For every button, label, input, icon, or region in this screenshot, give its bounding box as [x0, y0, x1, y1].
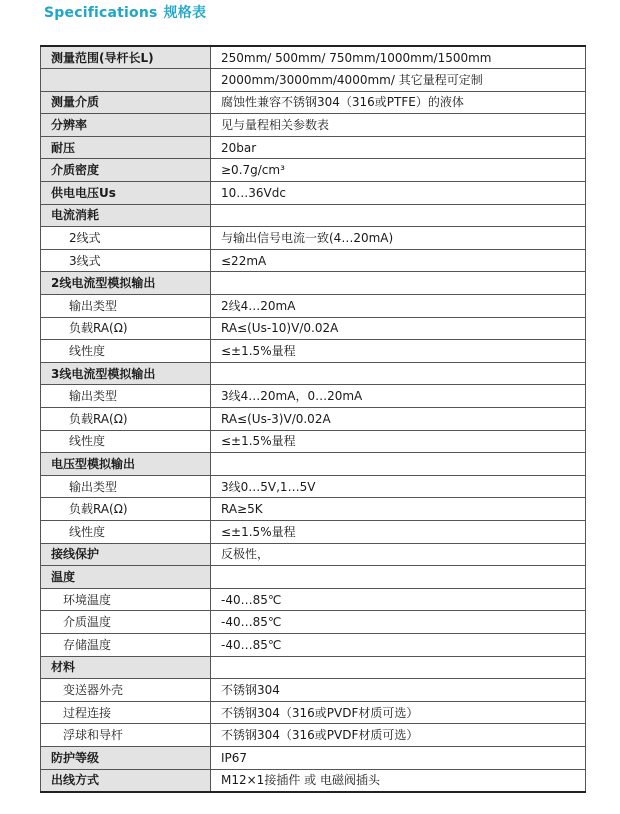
- spec-value: 不锈钢304（316或PVDF材质可选）: [211, 724, 586, 747]
- spec-row: [41, 724, 586, 747]
- spec-row: [41, 46, 586, 69]
- spec-value: 不锈钢304: [211, 679, 586, 702]
- spec-row: [41, 543, 586, 566]
- spec-row: [41, 701, 586, 724]
- spec-value: [211, 204, 586, 227]
- heading-en: Specifications: [44, 5, 158, 21]
- specifications-table: [40, 45, 586, 793]
- spec-row: [41, 769, 586, 792]
- spec-row: [41, 746, 586, 769]
- page-heading: [44, 2, 206, 22]
- spec-row: [41, 136, 586, 159]
- spec-value: RA≥5K: [211, 498, 586, 521]
- spec-value: [211, 656, 586, 679]
- spec-value: M12×1接插件 或 电磁阀插头: [211, 769, 586, 792]
- spec-value: 反极性，: [211, 543, 586, 566]
- spec-value: ≤±1.5%量程: [211, 430, 586, 453]
- spec-row: [41, 227, 586, 250]
- spec-row: [41, 498, 586, 521]
- spec-value: ≥0.7g/cm³: [211, 159, 586, 182]
- spec-value: -40…85℃: [211, 611, 586, 634]
- spec-row: [41, 182, 586, 205]
- spec-value: IP67: [211, 746, 586, 769]
- spec-label: 分辨率: [41, 114, 211, 137]
- spec-label: 供电电压Us: [41, 182, 211, 205]
- spec-value: 20bar: [211, 136, 586, 159]
- spec-row: [41, 633, 586, 656]
- spec-row: [41, 159, 586, 182]
- spec-value: [211, 453, 586, 476]
- spec-value: ≤22mA: [211, 249, 586, 272]
- spec-row: [41, 566, 586, 589]
- spec-label: 输出类型: [41, 475, 211, 498]
- spec-label: 负载RA(Ω): [41, 408, 211, 431]
- spec-row: [41, 475, 586, 498]
- spec-label: 材料: [41, 656, 211, 679]
- spec-value: RA≤(Us-10)V/0.02A: [211, 317, 586, 340]
- spec-label: 输出类型: [41, 295, 211, 318]
- spec-value: 3线4…20mA，0…20mA: [211, 385, 586, 408]
- spec-label: 出线方式: [41, 769, 211, 792]
- spec-label: 防护等级: [41, 746, 211, 769]
- spec-label: 温度: [41, 566, 211, 589]
- spec-row: [41, 520, 586, 543]
- spec-row: [41, 91, 586, 114]
- spec-label: 浮球和导杆: [41, 724, 211, 747]
- spec-label: 负载RA(Ω): [41, 498, 211, 521]
- spec-row: [41, 114, 586, 137]
- spec-label: 耐压: [41, 136, 211, 159]
- spec-value: 见与量程相关参数表: [211, 114, 586, 137]
- spec-value: 2000mm/3000mm/4000mm/ 其它量程可定制: [211, 69, 586, 92]
- spec-row: [41, 204, 586, 227]
- spec-row: [41, 679, 586, 702]
- spec-label: 过程连接: [41, 701, 211, 724]
- spec-label: 电流消耗: [41, 204, 211, 227]
- spec-row: [41, 453, 586, 476]
- spec-row: [41, 69, 586, 92]
- spec-value: 不锈钢304（316或PVDF材质可选）: [211, 701, 586, 724]
- spec-label: 存储温度: [41, 633, 211, 656]
- spec-value: [211, 362, 586, 385]
- spec-label: 电压型模拟输出: [41, 453, 211, 476]
- spec-value: [211, 272, 586, 295]
- spec-label: 线性度: [41, 340, 211, 363]
- spec-row: [41, 317, 586, 340]
- spec-value: 10…36Vdc: [211, 182, 586, 205]
- spec-label: 输出类型: [41, 385, 211, 408]
- spec-value: 2线4…20mA: [211, 295, 586, 318]
- specifications-table-body: [41, 46, 586, 792]
- spec-row: [41, 340, 586, 363]
- spec-row: [41, 430, 586, 453]
- spec-row: [41, 295, 586, 318]
- spec-label: 测量范围(导杆长L): [41, 46, 211, 69]
- spec-label: 线性度: [41, 520, 211, 543]
- spec-row: [41, 588, 586, 611]
- spec-row: [41, 385, 586, 408]
- spec-row: [41, 272, 586, 295]
- spec-label: 介质密度: [41, 159, 211, 182]
- spec-label: 3线式: [41, 249, 211, 272]
- heading-cn: 规格表: [163, 5, 207, 21]
- spec-label: 2线电流型模拟输出: [41, 272, 211, 295]
- spec-row: [41, 249, 586, 272]
- spec-label: 线性度: [41, 430, 211, 453]
- spec-row: [41, 611, 586, 634]
- spec-value: 3线0…5V,1…5V: [211, 475, 586, 498]
- spec-value: 腐蚀性兼容不锈钢304（316或PTFE）的液体: [211, 91, 586, 114]
- spec-value: 250mm/ 500mm/ 750mm/1000mm/1500mm: [211, 46, 586, 69]
- spec-value: ≤±1.5%量程: [211, 340, 586, 363]
- spec-row: [41, 656, 586, 679]
- spec-row: [41, 362, 586, 385]
- spec-label: 测量介质: [41, 91, 211, 114]
- spec-label: 环境温度: [41, 588, 211, 611]
- spec-value: RA≤(Us-3)V/0.02A: [211, 408, 586, 431]
- spec-value: -40…85℃: [211, 588, 586, 611]
- spec-row: [41, 408, 586, 431]
- spec-label: 3线电流型模拟输出: [41, 362, 211, 385]
- spec-value: 与输出信号电流一致(4…20mA): [211, 227, 586, 250]
- spec-label: 接线保护: [41, 543, 211, 566]
- spec-label: [41, 69, 211, 92]
- spec-label: 变送器外壳: [41, 679, 211, 702]
- spec-value: ≤±1.5%量程: [211, 520, 586, 543]
- spec-label: 负载RA(Ω): [41, 317, 211, 340]
- spec-label: 介质温度: [41, 611, 211, 634]
- spec-label: 2线式: [41, 227, 211, 250]
- spec-value: -40…85℃: [211, 633, 586, 656]
- spec-value: [211, 566, 586, 589]
